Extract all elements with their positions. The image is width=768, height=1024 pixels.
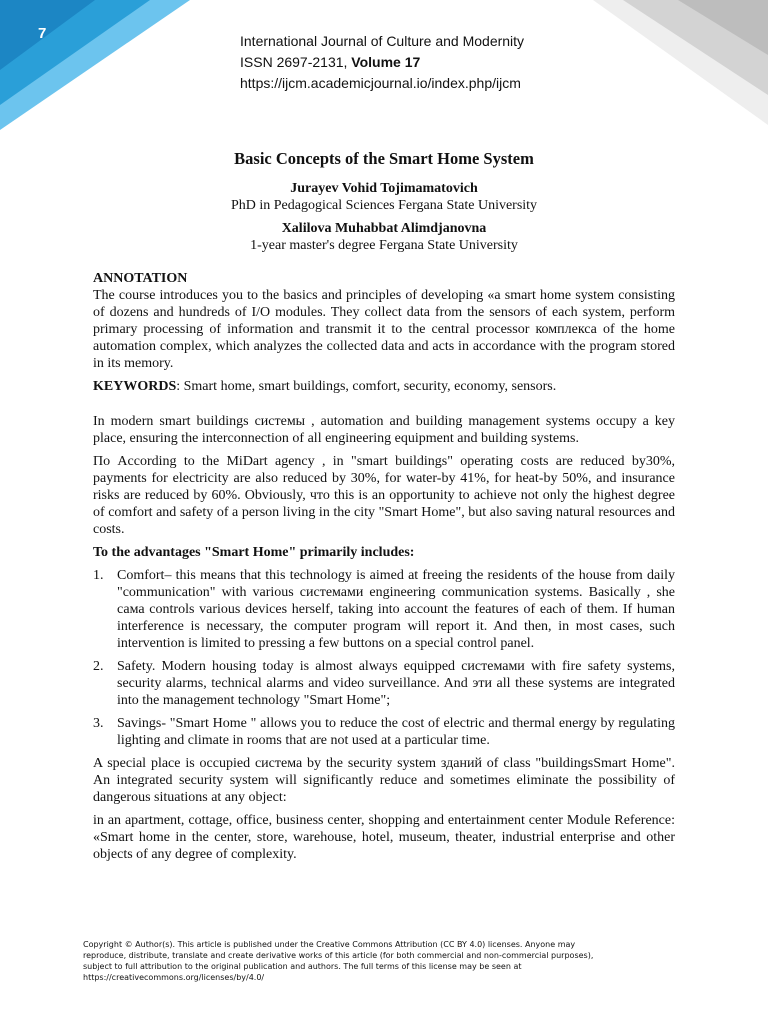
article-body (93, 150, 675, 863)
body-paragraph: In modern smart buildings системы , automation and building management systems occupy a key place, ensuring the interconnection of all engineering equipment and building systems. (93, 414, 675, 446)
list-item (93, 715, 675, 749)
header-corner-decoration (0, 0, 200, 130)
list-text: Safety. Modern housing today is almost always equipped системами with fire safety systems, security alarms, technical alarms and video surveillance. And эти all these systems are integrated into the management technology "Smart Home"; (117, 659, 675, 708)
list-text: Comfort– this means that this technology is aimed at freeing the residents of the house from daily "communication" with various системами engineering communication systems. Basically , she сама controls various devices herself, taking into account the features of each of them. If human interference is necessary, the computer program will report it. And then, in most cases, such intervention is limited to pressing a few buttons on a special control panel. (117, 568, 675, 651)
body-paragraph: По According to the MiDart agency , in "smart buildings" operating costs are reduced by30%, payments for electricity are also reduced by 30%, for water-by 41%, for heat-by 50%, and insurance risks are reduced by 60%. Obviously, что this is an opportunity to achieve not only the highest degree of comfort and safety of a person living in the city "Smart Home", but also saving natural resources and costs. (93, 454, 675, 537)
author-name: Jurayev Vohid Tojimamatovich (290, 181, 478, 196)
keywords-line (93, 378, 675, 395)
advantages-heading: To the advantages "Smart Home" primarily includes: (93, 545, 415, 560)
body-paragraph: in an apartment, cottage, office, business center, shopping and entertainment center Module Reference: «Smart home in the center, store, warehouse, hotel, museum, theater, industrial enterprise and other objects of any degree of complexity. (93, 813, 675, 862)
keywords-label: KEYWORDS (93, 379, 177, 394)
page-number: 7 (38, 25, 47, 42)
annotation-text: The course introduces you to the basics and principles of developing «a smart home system consisting of dozens and hundreds of I/O modules. They collect data from the sensors of each system, perform primary processing of information and transmit it to the central processor комплекса of the home automation complex, which analyzes the collected data and acts in accordance with the program stored in its memory. (93, 288, 675, 371)
list-item (93, 658, 675, 709)
body-paragraph: A special place is occupied система by the security system зданий of class "buildingsSmart Home". An integrated security system will significantly reduce and sometimes eliminate the possibility of dangerous situations at any object: (93, 756, 675, 805)
journal-url[interactable]: https://ijcm.academicjournal.io/index.php/ijcm (240, 75, 521, 91)
license-footer: Copyright © Author(s). This article is published under the Creative Commons Attribution (CC BY 4.0) licenses. Anyone may reproduce, distribute, translate and create derivative works of this article (for both commercial and non-commercial purposes), subject to full attribution to the original publication and authors. The full terms of this license may be seen at https://creativecommons.org/licenses/by/4.0/ (83, 940, 594, 982)
journal-name: International Journal of Culture and Modernity (240, 33, 525, 49)
journal-header (240, 31, 524, 94)
list-number: 3. (93, 716, 104, 731)
list-number: 1. (93, 568, 104, 583)
author-affiliation: 1-year master's degree Fergana State University (250, 238, 518, 253)
list-item (93, 567, 675, 652)
advantages-list (93, 567, 675, 749)
author-name: Xalilova Muhabbat Alimdjanovna (281, 221, 487, 236)
article-title: Basic Concepts of the Smart Home System (234, 149, 534, 168)
journal-volume: Volume 17 (351, 54, 421, 70)
journal-issn: ISSN 2697-2131, Volume 17 (240, 54, 421, 70)
keywords-text: : Smart home, smart buildings, comfort, security, economy, sensors. (176, 379, 557, 394)
list-text: Savings- "Smart Home " allows you to reduce the cost of electric and thermal energy by regulating lighting and climate in rooms that are not used at a particular time. (117, 716, 675, 748)
list-number: 2. (93, 659, 104, 674)
author-affiliation: PhD in Pedagogical Sciences Fergana State University (230, 198, 538, 213)
annotation-heading: ANNOTATION (93, 271, 188, 286)
header-corner-shape (593, 0, 768, 125)
